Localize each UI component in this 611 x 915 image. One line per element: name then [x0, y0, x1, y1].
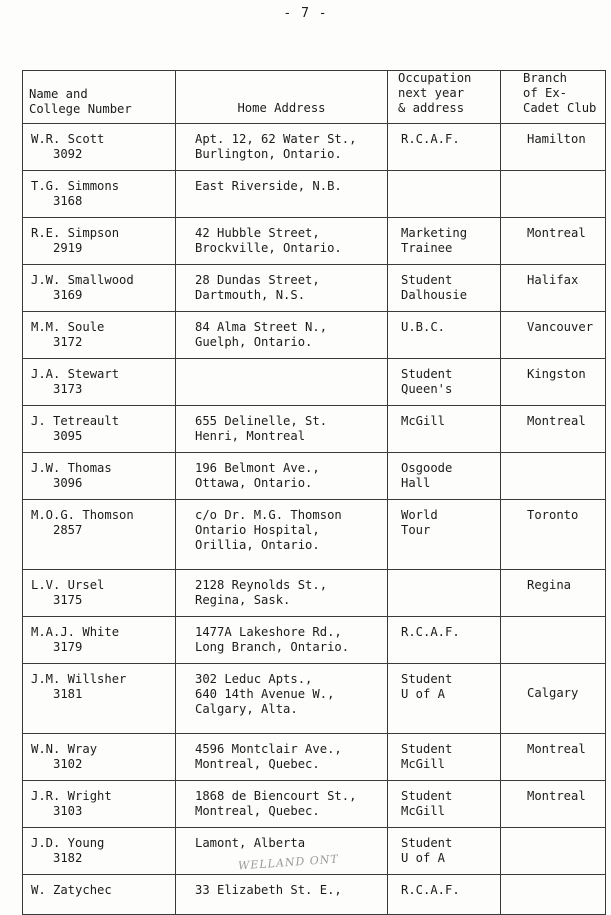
branch-cell	[501, 570, 606, 617]
cadet-name: J.W. Thomas	[31, 461, 112, 475]
branch-cell	[501, 124, 606, 171]
occupation: Osgoode Hall	[401, 461, 453, 490]
ex-cadet-directory-table	[22, 70, 606, 915]
handwritten-annotation: WELLAND ONT	[237, 852, 340, 873]
page-number: - 7 -	[283, 6, 328, 21]
branch: Kingston	[527, 367, 586, 381]
occupation: Student McGill	[401, 789, 453, 818]
occupation-cell	[388, 500, 501, 570]
college-number: 3095	[53, 429, 83, 443]
occupation-cell	[388, 124, 501, 171]
occupation-cell	[388, 406, 501, 453]
college-number: 3096	[53, 476, 83, 490]
branch: Montreal	[527, 414, 586, 428]
college-number: 2919	[53, 241, 83, 255]
table-row	[23, 453, 606, 500]
college-number: 3172	[53, 335, 83, 349]
address-cell	[176, 218, 388, 265]
table-row	[23, 124, 606, 171]
cadet-name: R.E. Simpson	[31, 226, 120, 240]
cadet-name: L.V. Ursel	[31, 578, 105, 592]
table-row	[23, 500, 606, 570]
cadet-name: M.O.G. Thomson	[31, 508, 134, 522]
header-occupation: Occupation next year & address	[388, 71, 501, 124]
college-number: 3175	[53, 593, 83, 607]
college-number: 3168	[53, 194, 83, 208]
home-address: 42 Hubble Street, Brockville, Ontario.	[195, 226, 342, 255]
table-row	[23, 570, 606, 617]
cadet-name: W.R. Scott	[31, 132, 105, 146]
home-address: East Riverside, N.B.	[195, 179, 342, 193]
table-row	[23, 781, 606, 828]
header-branch: Branch of Ex- Cadet Club	[501, 71, 606, 124]
table-row	[23, 312, 606, 359]
address-cell	[176, 734, 388, 781]
occupation: U.B.C.	[401, 320, 446, 334]
college-number: 3103	[53, 804, 83, 818]
branch-cell	[501, 734, 606, 781]
name-cell	[23, 734, 176, 781]
college-number: 3182	[53, 851, 83, 865]
branch-cell	[501, 617, 606, 664]
occupation-cell	[388, 453, 501, 500]
occupation: McGill	[401, 414, 446, 428]
name-cell	[23, 453, 176, 500]
college-number: 2857	[53, 523, 83, 537]
name-cell	[23, 218, 176, 265]
name-cell	[23, 875, 176, 915]
occupation: Student Queen's	[401, 367, 453, 396]
occupation-cell	[388, 570, 501, 617]
name-cell	[23, 781, 176, 828]
occupation: Student Dalhousie	[401, 273, 468, 302]
occupation-cell	[388, 265, 501, 312]
branch-cell	[501, 359, 606, 406]
branch-cell	[501, 453, 606, 500]
occupation: Student U of A	[401, 672, 453, 701]
branch	[501, 828, 605, 836]
home-address: 1868 de Biencourt St., Montreal, Quebec.	[195, 789, 357, 818]
address-cell	[176, 406, 388, 453]
name-cell	[23, 124, 176, 171]
branch-cell	[501, 312, 606, 359]
address-cell	[176, 265, 388, 312]
branch	[501, 453, 605, 461]
occupation-cell	[388, 828, 501, 875]
cadet-name: M.M. Soule	[31, 320, 105, 334]
table-row	[23, 406, 606, 453]
cadet-name: J. Tetreault	[31, 414, 120, 428]
branch: Vancouver	[527, 320, 594, 334]
cadet-name: J.W. Smallwood	[31, 273, 134, 287]
home-address: Lamont, Alberta	[195, 836, 306, 850]
name-cell	[23, 171, 176, 218]
name-cell	[23, 828, 176, 875]
address-cell	[176, 124, 388, 171]
table-row	[23, 664, 606, 734]
branch: Regina	[527, 578, 572, 592]
cadet-name: J.D. Young	[31, 836, 105, 850]
occupation: Marketing Trainee	[401, 226, 468, 255]
cadet-name: M.A.J. White	[31, 625, 120, 639]
name-cell	[23, 570, 176, 617]
occupation: Student McGill	[401, 742, 453, 771]
branch: Toronto	[527, 508, 579, 522]
table-row	[23, 734, 606, 781]
occupation-cell	[388, 171, 501, 218]
college-number: 3173	[53, 382, 83, 396]
address-cell	[176, 312, 388, 359]
home-address	[176, 359, 387, 367]
table-header-row	[23, 71, 606, 124]
address-cell	[176, 781, 388, 828]
home-address: 1477A Lakeshore Rd., Long Branch, Ontario.	[195, 625, 350, 654]
branch: Montreal	[527, 226, 586, 240]
occupation-cell	[388, 664, 501, 734]
name-cell	[23, 265, 176, 312]
occupation	[388, 570, 500, 578]
table-row	[23, 171, 606, 218]
college-number: 3169	[53, 288, 83, 302]
address-cell	[176, 617, 388, 664]
cadet-name: T.G. Simmons	[31, 179, 120, 193]
table-row	[23, 359, 606, 406]
occupation: R.C.A.F.	[401, 132, 460, 146]
address-cell	[176, 570, 388, 617]
college-number: 3179	[53, 640, 83, 654]
home-address: 28 Dundas Street, Dartmouth, N.S.	[195, 273, 320, 302]
address-cell	[176, 171, 388, 218]
occupation-cell	[388, 781, 501, 828]
name-cell	[23, 359, 176, 406]
occupation-cell	[388, 734, 501, 781]
occupation-cell	[388, 359, 501, 406]
name-cell	[23, 312, 176, 359]
branch: Calgary	[527, 686, 579, 700]
occupation	[388, 171, 500, 179]
branch: Hamilton	[527, 132, 586, 146]
occupation-cell	[388, 218, 501, 265]
home-address: 655 Delinelle, St. Henri, Montreal	[195, 414, 328, 443]
address-cell	[176, 664, 388, 734]
home-address: 84 Alma Street N., Guelph, Ontario.	[195, 320, 328, 349]
home-address: 2128 Reynolds St., Regina, Sask.	[195, 578, 328, 607]
home-address: 302 Leduc Apts., 640 14th Avenue W., Calgary, Alta.	[195, 672, 335, 716]
branch-cell	[501, 171, 606, 218]
college-number: 3092	[53, 147, 83, 161]
name-cell	[23, 664, 176, 734]
branch-cell	[501, 781, 606, 828]
name-cell	[23, 500, 176, 570]
cadet-name: J.A. Stewart	[31, 367, 120, 381]
header-name: Name and College Number	[23, 71, 176, 124]
branch: Halifax	[527, 273, 579, 287]
home-address: c/o Dr. M.G. Thomson Ontario Hospital, Orillia, Ontario.	[195, 508, 342, 552]
branch-cell	[501, 265, 606, 312]
name-cell	[23, 617, 176, 664]
branch	[501, 617, 605, 625]
cadet-name: J.M. Willsher	[31, 672, 127, 686]
address-cell	[176, 500, 388, 570]
branch	[501, 171, 605, 179]
header-address: Home Address	[176, 71, 388, 124]
branch-cell	[501, 500, 606, 570]
home-address: Apt. 12, 62 Water St., Burlington, Ontario.	[195, 132, 357, 161]
occupation-cell	[388, 312, 501, 359]
occupation: World Tour	[401, 508, 438, 537]
branch-cell	[501, 406, 606, 453]
branch-cell	[501, 218, 606, 265]
college-number: 3102	[53, 757, 83, 771]
college-number: 3181	[53, 687, 83, 701]
cadet-name: W.N. Wray	[31, 742, 98, 756]
branch-cell	[501, 828, 606, 875]
table-row	[23, 265, 606, 312]
address-cell	[176, 453, 388, 500]
home-address: 4596 Montclair Ave., Montreal, Quebec.	[195, 742, 342, 771]
occupation-cell	[388, 617, 501, 664]
home-address: 196 Belmont Ave., Ottawa, Ontario.	[195, 461, 320, 490]
branch: Montreal	[527, 742, 586, 756]
cadet-name: J.R. Wright	[31, 789, 112, 803]
branch-cell	[501, 664, 606, 734]
occupation: R.C.A.F.	[401, 625, 460, 639]
table-row	[23, 218, 606, 265]
occupation-cell	[388, 875, 501, 915]
table-row	[23, 875, 606, 915]
home-address: 33 Elizabeth St. E.,	[195, 883, 342, 897]
occupation: R.C.A.F.	[401, 883, 460, 897]
name-cell	[23, 406, 176, 453]
address-cell	[176, 875, 388, 915]
branch-cell	[501, 875, 606, 915]
cadet-name: W. Zatychec	[31, 883, 112, 897]
address-cell	[176, 359, 388, 406]
table-row	[23, 617, 606, 664]
branch: Montreal	[527, 789, 586, 803]
occupation: Student U of A	[401, 836, 453, 865]
